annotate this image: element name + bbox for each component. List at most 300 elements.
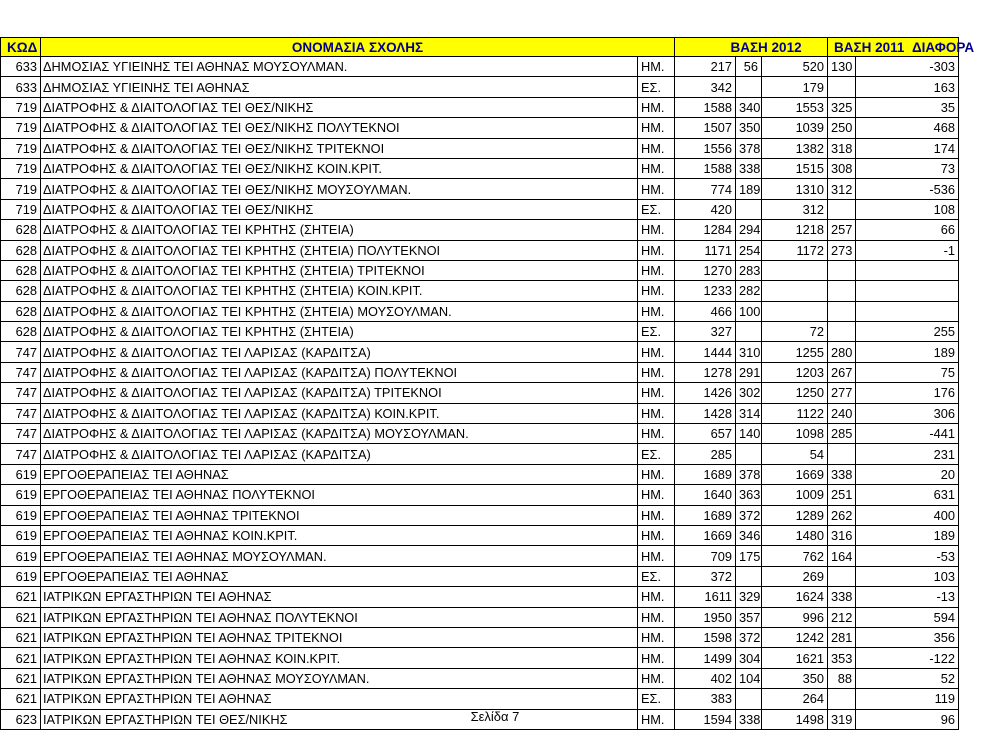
header-diff: ΔΙΑΦΟΡΑ (911, 39, 975, 55)
table-row (1, 342, 959, 362)
cell-points-2012: 175 (736, 546, 762, 566)
cell-diff: -1 (856, 240, 959, 260)
cell-base-2011: 1009 (762, 485, 828, 505)
cell-points-2011 (828, 77, 856, 97)
cell-points-2012: 100 (736, 301, 762, 321)
header-kod: ΚΩΔ (1, 38, 41, 57)
cell-diff: 174 (856, 138, 959, 158)
cell-kod: 719 (1, 118, 41, 138)
cell-points-2012: 291 (736, 362, 762, 382)
table-row (1, 179, 959, 199)
cell-points-2012: 350 (736, 118, 762, 138)
cell-diff: 75 (856, 362, 959, 382)
cell-kod: 619 (1, 566, 41, 586)
table-row (1, 362, 959, 382)
cell-kod: 619 (1, 505, 41, 525)
cell-kod: 747 (1, 403, 41, 423)
header-base-2012: ΒΑΣΗ 2012 (675, 38, 828, 57)
cell-school-name: ΔΙΑΤΡΟΦΗΣ & ΔΙΑΙΤΟΛΟΓΙΑΣ ΤΕΙ ΘΕΣ/ΝΙΚΗΣ ΠΟΛΥΤΕΚΝΟΙ (41, 118, 638, 138)
table-row (1, 118, 959, 138)
cell-type: ΕΣ. (638, 322, 675, 342)
cell-type: ΗΜ. (638, 424, 675, 444)
cell-base-2012: 1611 (675, 587, 736, 607)
cell-school-name: ΔΗΜΟΣΙΑΣ ΥΓΙΕΙΝΗΣ ΤΕΙ ΑΘΗΝΑΣ ΜΟΥΣΟΥΛΜΑΝ. (41, 57, 638, 77)
cell-school-name: ΔΙΑΤΡΟΦΗΣ & ΔΙΑΙΤΟΛΟΓΙΑΣ ΤΕΙ ΛΑΡΙΣΑΣ (ΚΑΡΔΙΤΣΑ) ΠΟΛΥΤΕΚΝΟΙ (41, 362, 638, 382)
cell-base-2012: 1640 (675, 485, 736, 505)
cell-type: ΗΜ. (638, 158, 675, 178)
cell-points-2011 (828, 322, 856, 342)
cell-kod: 633 (1, 77, 41, 97)
cell-kod: 747 (1, 444, 41, 464)
cell-school-name: ΔΙΑΤΡΟΦΗΣ & ΔΙΑΙΤΟΛΟΓΙΑΣ ΤΕΙ ΘΕΣ/ΝΙΚΗΣ ΚΟΙΝ.ΚΡΙΤ. (41, 158, 638, 178)
cell-points-2012: 338 (736, 709, 762, 729)
cell-base-2012: 1426 (675, 383, 736, 403)
cell-diff: 52 (856, 668, 959, 688)
cell-type: ΗΜ. (638, 362, 675, 382)
cell-diff: 631 (856, 485, 959, 505)
cell-type: ΗΜ. (638, 97, 675, 117)
cell-kod: 628 (1, 301, 41, 321)
cell-kod: 747 (1, 362, 41, 382)
cell-kod: 719 (1, 158, 41, 178)
cell-base-2012: 1278 (675, 362, 736, 382)
cell-kod: 628 (1, 322, 41, 342)
header-base-2011-and-diff (828, 38, 975, 57)
header-base-2011: ΒΑΣΗ 2011 (834, 39, 905, 55)
cell-base-2011: 1621 (762, 648, 828, 668)
cell-points-2011: 285 (828, 424, 856, 444)
cell-type: ΕΣ. (638, 444, 675, 464)
header-name: ΟΝΟΜΑΣΙΑ ΣΧΟΛΗΣ (41, 38, 675, 57)
cell-points-2011 (828, 444, 856, 464)
cell-kod: 747 (1, 342, 41, 362)
cell-kod: 621 (1, 689, 41, 709)
cell-base-2012: 1594 (675, 709, 736, 729)
cell-diff: -13 (856, 587, 959, 607)
table-row (1, 57, 959, 77)
cell-diff: -122 (856, 648, 959, 668)
cell-diff: 73 (856, 158, 959, 178)
cell-points-2011: 277 (828, 383, 856, 403)
cell-points-2012: 302 (736, 383, 762, 403)
cell-points-2012: 357 (736, 607, 762, 627)
cell-points-2011: 267 (828, 362, 856, 382)
cell-base-2011: 1553 (762, 97, 828, 117)
cell-diff: 468 (856, 118, 959, 138)
cell-type: ΗΜ. (638, 383, 675, 403)
cell-kod: 623 (1, 709, 41, 729)
table-row (1, 199, 959, 219)
table-row (1, 505, 959, 525)
cell-points-2011: 353 (828, 648, 856, 668)
cell-base-2012: 1950 (675, 607, 736, 627)
page-title: ΣΥΓΚΡΙΣΗ ΒΑΣΕΩΝ 2012-2011 ΕΠΑΛ Α (341, 1, 619, 18)
cell-base-2012: 1270 (675, 260, 736, 280)
cell-base-2011: 1289 (762, 505, 828, 525)
cell-school-name: ΔΙΑΤΡΟΦΗΣ & ΔΙΑΙΤΟΛΟΓΙΑΣ ΤΕΙ ΚΡΗΤΗΣ (ΣΗΤΕΙΑ) ΜΟΥΣΟΥΛΜΑΝ. (41, 301, 638, 321)
cell-type: ΗΜ. (638, 118, 675, 138)
table-row (1, 383, 959, 403)
cell-kod: 621 (1, 648, 41, 668)
cell-points-2011 (828, 281, 856, 301)
cell-base-2012: 774 (675, 179, 736, 199)
table-row (1, 627, 959, 647)
cell-type: ΗΜ. (638, 525, 675, 545)
cell-points-2011: 130 (828, 57, 856, 77)
cell-points-2011: 212 (828, 607, 856, 627)
cell-points-2012: 310 (736, 342, 762, 362)
cell-kod: 628 (1, 281, 41, 301)
cell-diff: 176 (856, 383, 959, 403)
cell-points-2012: 283 (736, 260, 762, 280)
cell-base-2011: 1255 (762, 342, 828, 362)
cell-type: ΗΜ. (638, 281, 675, 301)
cell-diff: 66 (856, 220, 959, 240)
cell-diff: 35 (856, 97, 959, 117)
cell-base-2011 (762, 260, 828, 280)
cell-base-2012: 1669 (675, 525, 736, 545)
cell-base-2011: 179 (762, 77, 828, 97)
cell-base-2011: 762 (762, 546, 828, 566)
cell-diff: -303 (856, 57, 959, 77)
cell-diff: 255 (856, 322, 959, 342)
cell-type: ΗΜ. (638, 240, 675, 260)
cell-base-2011: 520 (762, 57, 828, 77)
cell-kod: 628 (1, 240, 41, 260)
table-row (1, 138, 959, 158)
cell-points-2012: 338 (736, 158, 762, 178)
cell-points-2011 (828, 199, 856, 219)
table-row (1, 607, 959, 627)
cell-school-name: ΙΑΤΡΙΚΩΝ ΕΡΓΑΣΤΗΡΙΩΝ ΤΕΙ ΑΘΗΝΑΣ ΚΟΙΝ.ΚΡΙΤ. (41, 648, 638, 668)
cell-diff: 231 (856, 444, 959, 464)
cell-base-2012: 466 (675, 301, 736, 321)
cell-base-2011: 1122 (762, 403, 828, 423)
cell-points-2012: 282 (736, 281, 762, 301)
cell-points-2012 (736, 689, 762, 709)
cell-points-2012: 104 (736, 668, 762, 688)
cell-school-name: ΔΙΑΤΡΟΦΗΣ & ΔΙΑΙΤΟΛΟΓΙΑΣ ΤΕΙ ΘΕΣ/ΝΙΚΗΣ (41, 97, 638, 117)
cell-type: ΕΣ. (638, 689, 675, 709)
cell-base-2011: 1242 (762, 627, 828, 647)
cell-type: ΗΜ. (638, 648, 675, 668)
cell-kod: 621 (1, 607, 41, 627)
cell-points-2011: 280 (828, 342, 856, 362)
cell-points-2012: 363 (736, 485, 762, 505)
cell-school-name: ΙΑΤΡΙΚΩΝ ΕΡΓΑΣΤΗΡΙΩΝ ΤΕΙ ΑΘΗΝΑΣ ΠΟΛΥΤΕΚΝΟΙ (41, 607, 638, 627)
cell-school-name: ΔΙΑΤΡΟΦΗΣ & ΔΙΑΙΤΟΛΟΓΙΑΣ ΤΕΙ ΚΡΗΤΗΣ (ΣΗΤΕΙΑ) (41, 322, 638, 342)
cell-kod: 619 (1, 525, 41, 545)
cell-base-2012: 1598 (675, 627, 736, 647)
cell-base-2011: 996 (762, 607, 828, 627)
cell-base-2012: 383 (675, 689, 736, 709)
cell-base-2012: 1284 (675, 220, 736, 240)
table-row (1, 525, 959, 545)
cell-type: ΗΜ. (638, 138, 675, 158)
cell-school-name: ΕΡΓΟΘΕΡΑΠΕΙΑΣ ΤΕΙ ΑΘΗΝΑΣ ΜΟΥΣΟΥΛΜΑΝ. (41, 546, 638, 566)
cell-diff: 189 (856, 525, 959, 545)
cell-points-2012: 346 (736, 525, 762, 545)
cell-school-name: ΕΡΓΟΘΕΡΑΠΕΙΑΣ ΤΕΙ ΑΘΗΝΑΣ ΠΟΛΥΤΕΚΝΟΙ (41, 485, 638, 505)
cell-diff: 119 (856, 689, 959, 709)
cell-base-2011 (762, 301, 828, 321)
table-row (1, 220, 959, 240)
cell-base-2012: 402 (675, 668, 736, 688)
cell-base-2011: 264 (762, 689, 828, 709)
cell-kod: 719 (1, 97, 41, 117)
cell-kod: 619 (1, 546, 41, 566)
cell-base-2012: 285 (675, 444, 736, 464)
cell-type: ΕΣ. (638, 199, 675, 219)
cell-school-name: ΙΑΤΡΙΚΩΝ ΕΡΓΑΣΤΗΡΙΩΝ ΤΕΙ ΑΘΗΝΑΣ ΜΟΥΣΟΥΛΜΑΝ. (41, 668, 638, 688)
cell-type: ΗΜ. (638, 627, 675, 647)
cell-school-name: ΔΙΑΤΡΟΦΗΣ & ΔΙΑΙΤΟΛΟΓΙΑΣ ΤΕΙ ΛΑΡΙΣΑΣ (ΚΑΡΔΙΤΣΑ) (41, 342, 638, 362)
cell-kod: 719 (1, 199, 41, 219)
cell-school-name: ΔΙΑΤΡΟΦΗΣ & ΔΙΑΙΤΟΛΟΓΙΑΣ ΤΕΙ ΛΑΡΙΣΑΣ (ΚΑΡΔΙΤΣΑ) ΤΡΙΤΕΚΝΟΙ (41, 383, 638, 403)
cell-points-2011: 316 (828, 525, 856, 545)
cell-type: ΗΜ. (638, 668, 675, 688)
cell-type: ΕΣ. (638, 566, 675, 586)
cell-base-2011: 350 (762, 668, 828, 688)
table-row (1, 77, 959, 97)
cell-diff: -441 (856, 424, 959, 444)
table-row (1, 689, 959, 709)
cell-points-2011: 164 (828, 546, 856, 566)
cell-points-2011: 88 (828, 668, 856, 688)
cell-type: ΗΜ. (638, 587, 675, 607)
cell-points-2011: 319 (828, 709, 856, 729)
cell-points-2011: 325 (828, 97, 856, 117)
cell-school-name: ΙΑΤΡΙΚΩΝ ΕΡΓΑΣΤΗΡΙΩΝ ΤΕΙ ΑΘΗΝΑΣ (41, 689, 638, 709)
cell-kod: 621 (1, 627, 41, 647)
table-row (1, 301, 959, 321)
table-row (1, 485, 959, 505)
cell-base-2011: 269 (762, 566, 828, 586)
cell-points-2012 (736, 322, 762, 342)
cell-base-2012: 1233 (675, 281, 736, 301)
cell-base-2012: 1588 (675, 97, 736, 117)
table-row (1, 424, 959, 444)
cell-school-name: ΔΙΑΤΡΟΦΗΣ & ΔΙΑΙΤΟΛΟΓΙΑΣ ΤΕΙ ΚΡΗΤΗΣ (ΣΗΤΕΙΑ) ΤΡΙΤΕΚΝΟΙ (41, 260, 638, 280)
cell-points-2012: 189 (736, 179, 762, 199)
cell-points-2011: 338 (828, 464, 856, 484)
cell-type: ΗΜ. (638, 709, 675, 729)
cell-points-2012: 294 (736, 220, 762, 240)
cell-points-2011: 318 (828, 138, 856, 158)
cell-base-2011: 1515 (762, 158, 828, 178)
cell-base-2011: 1098 (762, 424, 828, 444)
cell-diff: -53 (856, 546, 959, 566)
cell-base-2012: 217 (675, 57, 736, 77)
cell-school-name: ΕΡΓΟΘΕΡΑΠΕΙΑΣ ΤΕΙ ΑΘΗΝΑΣ ΚΟΙΝ.ΚΡΙΤ. (41, 525, 638, 545)
cell-type: ΗΜ. (638, 403, 675, 423)
cell-points-2011 (828, 260, 856, 280)
cell-type: ΗΜ. (638, 485, 675, 505)
cell-base-2012: 1171 (675, 240, 736, 260)
cell-diff: 96 (856, 709, 959, 729)
cell-school-name: ΕΡΓΟΘΕΡΑΠΕΙΑΣ ΤΕΙ ΑΘΗΝΑΣ (41, 566, 638, 586)
cell-points-2012: 314 (736, 403, 762, 423)
cell-kod: 628 (1, 260, 41, 280)
cell-base-2011: 1310 (762, 179, 828, 199)
cell-type: ΕΣ. (638, 77, 675, 97)
cell-base-2011: 1039 (762, 118, 828, 138)
table-row (1, 464, 959, 484)
cell-type: ΗΜ. (638, 260, 675, 280)
cell-points-2011: 240 (828, 403, 856, 423)
cell-points-2012 (736, 566, 762, 586)
cell-base-2011: 1172 (762, 240, 828, 260)
cell-base-2012: 372 (675, 566, 736, 586)
table-row (1, 158, 959, 178)
cell-school-name: ΔΙΑΤΡΟΦΗΣ & ΔΙΑΙΤΟΛΟΓΙΑΣ ΤΕΙ ΘΕΣ/ΝΙΚΗΣ ΤΡΙΤΕΚΝΟΙ (41, 138, 638, 158)
cell-diff: 356 (856, 627, 959, 647)
cell-points-2012 (736, 77, 762, 97)
table-row (1, 240, 959, 260)
table-body (1, 57, 959, 730)
cell-base-2011: 1669 (762, 464, 828, 484)
cell-school-name: ΙΑΤΡΙΚΩΝ ΕΡΓΑΣΤΗΡΙΩΝ ΤΕΙ ΑΘΗΝΑΣ ΤΡΙΤΕΚΝΟΙ (41, 627, 638, 647)
cell-type: ΗΜ. (638, 220, 675, 240)
cell-base-2011: 1203 (762, 362, 828, 382)
cell-points-2012: 378 (736, 138, 762, 158)
cell-points-2012: 378 (736, 464, 762, 484)
cell-points-2012: 340 (736, 97, 762, 117)
cell-base-2011: 1480 (762, 525, 828, 545)
cell-kod: 621 (1, 668, 41, 688)
table-row (1, 546, 959, 566)
cell-diff: 108 (856, 199, 959, 219)
cell-points-2012: 372 (736, 505, 762, 525)
cell-base-2011: 1218 (762, 220, 828, 240)
comparison-table (0, 37, 975, 730)
table-row (1, 566, 959, 586)
cell-points-2012 (736, 199, 762, 219)
cell-diff: 306 (856, 403, 959, 423)
cell-points-2011: 262 (828, 505, 856, 525)
cell-kod: 619 (1, 464, 41, 484)
cell-base-2012: 1507 (675, 118, 736, 138)
table-row (1, 97, 959, 117)
cell-points-2011: 257 (828, 220, 856, 240)
cell-school-name: ΔΙΑΤΡΟΦΗΣ & ΔΙΑΙΤΟΛΟΓΙΑΣ ΤΕΙ ΚΡΗΤΗΣ (ΣΗΤΕΙΑ) ΚΟΙΝ.ΚΡΙΤ. (41, 281, 638, 301)
cell-base-2012: 657 (675, 424, 736, 444)
cell-kod: 747 (1, 424, 41, 444)
cell-kod: 619 (1, 485, 41, 505)
cell-points-2011: 250 (828, 118, 856, 138)
cell-type: ΗΜ. (638, 301, 675, 321)
cell-base-2012: 1689 (675, 464, 736, 484)
cell-school-name: ΙΑΤΡΙΚΩΝ ΕΡΓΑΣΤΗΡΙΩΝ ΤΕΙ ΑΘΗΝΑΣ (41, 587, 638, 607)
cell-base-2012: 1588 (675, 158, 736, 178)
cell-points-2012: 329 (736, 587, 762, 607)
cell-type: ΗΜ. (638, 342, 675, 362)
cell-school-name: ΔΙΑΤΡΟΦΗΣ & ΔΙΑΙΤΟΛΟΓΙΑΣ ΤΕΙ ΛΑΡΙΣΑΣ (ΚΑΡΔΙΤΣΑ) ΚΟΙΝ.ΚΡΙΤ. (41, 403, 638, 423)
cell-base-2012: 1444 (675, 342, 736, 362)
cell-points-2011: 251 (828, 485, 856, 505)
cell-kod: 633 (1, 57, 41, 77)
cell-points-2012: 254 (736, 240, 762, 260)
cell-school-name: ΔΗΜΟΣΙΑΣ ΥΓΙΕΙΝΗΣ ΤΕΙ ΑΘΗΝΑΣ (41, 77, 638, 97)
cell-diff (856, 260, 959, 280)
cell-kod: 628 (1, 220, 41, 240)
table-row (1, 668, 959, 688)
cell-school-name: ΕΡΓΟΘΕΡΑΠΕΙΑΣ ΤΕΙ ΑΘΗΝΑΣ (41, 464, 638, 484)
cell-points-2012: 56 (736, 57, 762, 77)
cell-points-2012: 372 (736, 627, 762, 647)
cell-type: ΗΜ. (638, 179, 675, 199)
cell-base-2011: 72 (762, 322, 828, 342)
cell-school-name: ΔΙΑΤΡΟΦΗΣ & ΔΙΑΙΤΟΛΟΓΙΑΣ ΤΕΙ ΘΕΣ/ΝΙΚΗΣ ΜΟΥΣΟΥΛΜΑΝ. (41, 179, 638, 199)
cell-base-2012: 1499 (675, 648, 736, 668)
cell-kod: 719 (1, 179, 41, 199)
cell-base-2012: 1689 (675, 505, 736, 525)
cell-type: ΗΜ. (638, 57, 675, 77)
cell-kod: 719 (1, 138, 41, 158)
cell-diff: -536 (856, 179, 959, 199)
cell-type: ΗΜ. (638, 464, 675, 484)
cell-diff: 594 (856, 607, 959, 627)
cell-base-2012: 420 (675, 199, 736, 219)
page-number: Σελίδα 7 (470, 709, 520, 724)
table-row (1, 403, 959, 423)
cell-base-2011: 1624 (762, 587, 828, 607)
cell-school-name: ΔΙΑΤΡΟΦΗΣ & ΔΙΑΙΤΟΛΟΓΙΑΣ ΤΕΙ ΛΑΡΙΣΑΣ (ΚΑΡΔΙΤΣΑ) ΜΟΥΣΟΥΛΜΑΝ. (41, 424, 638, 444)
cell-base-2011: 1382 (762, 138, 828, 158)
cell-base-2012: 709 (675, 546, 736, 566)
cell-diff (856, 301, 959, 321)
cell-points-2012 (736, 444, 762, 464)
cell-points-2011 (828, 301, 856, 321)
cell-diff: 103 (856, 566, 959, 586)
cell-school-name: ΕΡΓΟΘΕΡΑΠΕΙΑΣ ΤΕΙ ΑΘΗΝΑΣ ΤΡΙΤΕΚΝΟΙ (41, 505, 638, 525)
cell-base-2012: 1556 (675, 138, 736, 158)
cell-points-2011 (828, 566, 856, 586)
cell-school-name: ΔΙΑΤΡΟΦΗΣ & ΔΙΑΙΤΟΛΟΓΙΑΣ ΤΕΙ ΚΡΗΤΗΣ (ΣΗΤΕΙΑ) ΠΟΛΥΤΕΚΝΟΙ (41, 240, 638, 260)
cell-school-name: ΔΙΑΤΡΟΦΗΣ & ΔΙΑΙΤΟΛΟΓΙΑΣ ΤΕΙ ΛΑΡΙΣΑΣ (ΚΑΡΔΙΤΣΑ) (41, 444, 638, 464)
cell-points-2011: 281 (828, 627, 856, 647)
cell-points-2011: 338 (828, 587, 856, 607)
cell-type: ΗΜ. (638, 607, 675, 627)
table-row (1, 587, 959, 607)
cell-diff: 400 (856, 505, 959, 525)
cell-base-2012: 327 (675, 322, 736, 342)
cell-diff (856, 281, 959, 301)
cell-base-2011: 312 (762, 199, 828, 219)
cell-school-name: ΔΙΑΤΡΟΦΗΣ & ΔΙΑΙΤΟΛΟΓΙΑΣ ΤΕΙ ΘΕΣ/ΝΙΚΗΣ (41, 199, 638, 219)
cell-type: ΗΜ. (638, 505, 675, 525)
cell-base-2012: 1428 (675, 403, 736, 423)
cell-points-2011: 308 (828, 158, 856, 178)
cell-diff: 189 (856, 342, 959, 362)
table-row (1, 444, 959, 464)
cell-points-2011 (828, 689, 856, 709)
cell-school-name: ΙΑΤΡΙΚΩΝ ΕΡΓΑΣΤΗΡΙΩΝ ΤΕΙ ΘΕΣ/ΝΙΚΗΣ (41, 709, 638, 729)
cell-base-2011: 1250 (762, 383, 828, 403)
cell-base-2011: 1498 (762, 709, 828, 729)
table-row (1, 322, 959, 342)
cell-kod: 747 (1, 383, 41, 403)
cell-base-2011: 54 (762, 444, 828, 464)
cell-points-2011: 273 (828, 240, 856, 260)
table-row (1, 260, 959, 280)
cell-diff: 163 (856, 77, 959, 97)
cell-type: ΗΜ. (638, 546, 675, 566)
cell-base-2012: 342 (675, 77, 736, 97)
header-row (1, 38, 959, 57)
cell-points-2011: 312 (828, 179, 856, 199)
cell-diff: 20 (856, 464, 959, 484)
